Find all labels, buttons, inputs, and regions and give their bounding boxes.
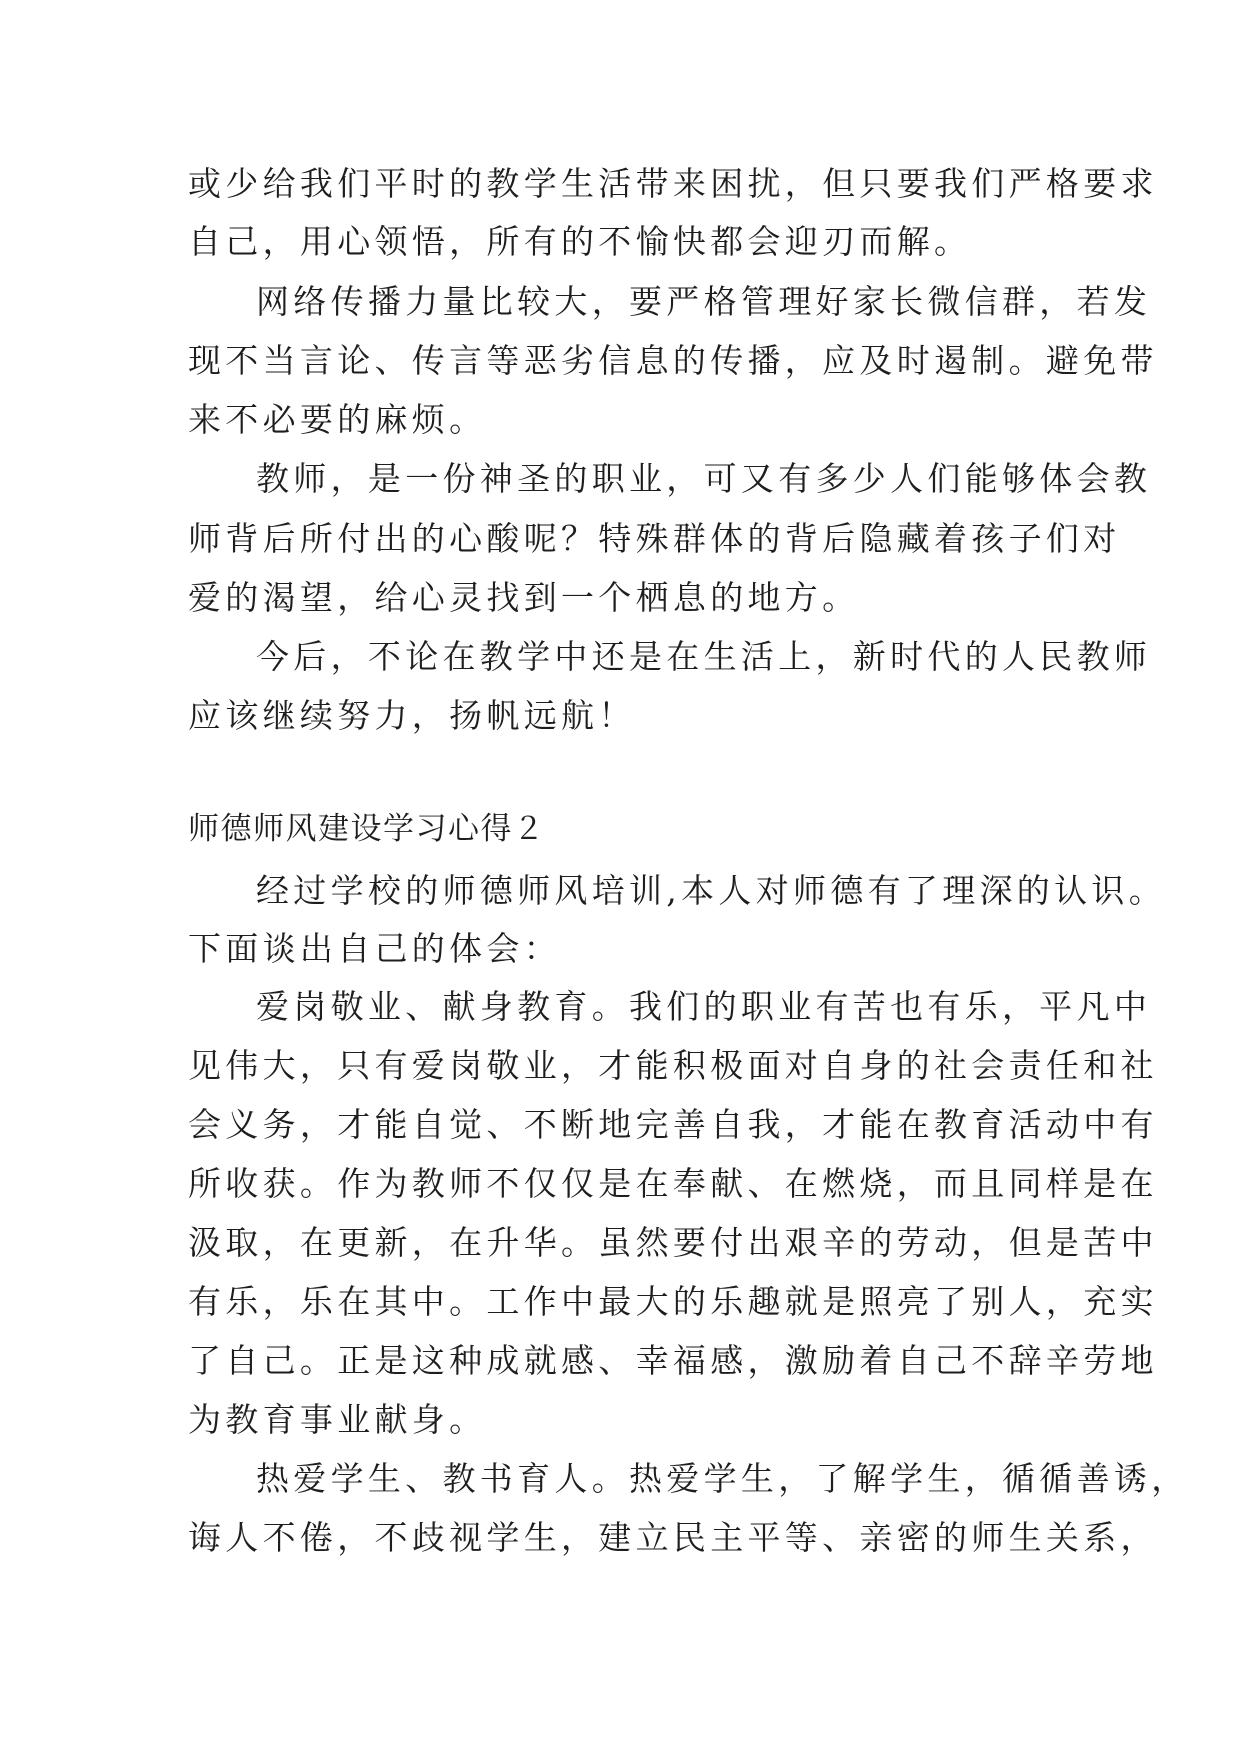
paragraph-3-line-1: 教师，是一份神圣的职业，可又有多少人们能够体会教	[256, 459, 1152, 498]
paragraph-4-line-1: 今后，不论在教学中还是在生活上，新时代的人民教师	[256, 637, 1152, 676]
paragraph-5-line-2: 下面谈出自己的体会：	[188, 929, 561, 968]
paragraph-2-line-2: 现不当言论、传言等恶劣信息的传播，应及时遏制。避免带	[188, 341, 1158, 380]
paragraph-3-line-3: 爱的渴望，给心灵找到一个栖息的地方。	[188, 578, 860, 617]
paragraph-4-line-2: 应该继续努力，扬帆远航！	[188, 696, 636, 735]
paragraph-6-line-1: 爱岗敬业、献身教育。我们的职业有苦也有乐，平凡中	[256, 987, 1152, 1026]
paragraph-7-line-1: 热爱学生、教书育人。热爱学生，了解学生，循循善诱，	[256, 1459, 1189, 1498]
paragraph-6-line-5: 汲取，在更新，在升华。虽然要付出艰辛的劳动，但是苦中	[188, 1223, 1158, 1262]
paragraph-3-line-2: 师背后所付出的心酸呢？特殊群体的背后隐藏着孩子们对	[188, 519, 1121, 558]
paragraph-6-line-2: 见伟大，只有爱岗敬业，才能积极面对自身的社会责任和社	[188, 1046, 1158, 1085]
paragraph-1-line-2: 自己，用心领悟，所有的不愉快都会迎刃而解。	[188, 222, 972, 261]
paragraph-7-line-2: 诲人不倦，不歧视学生，建立民主平等、亲密的师生关系，	[188, 1518, 1158, 1557]
paragraph-6-line-3: 会义务，才能自觉、不断地完善自我，才能在教育活动中有	[188, 1105, 1158, 1144]
paragraph-6-line-7: 了自己。正是这种成就感、幸福感，激励着自己不辞辛劳地	[188, 1341, 1158, 1380]
paragraph-2-line-1: 网络传播力量比较大，要严格管理好家长微信群，若发	[256, 282, 1152, 321]
paragraph-6-line-8: 为教育事业献身。	[188, 1400, 487, 1439]
section-heading: 师德师风建设学习心得２	[188, 811, 546, 847]
paragraph-1-line-1: 或少给我们平时的教学生活带来困扰，但只要我们严格要求	[188, 164, 1158, 203]
paragraph-6-line-4: 所收获。作为教师不仅仅是在奉献、在燃烧，而且同样是在	[188, 1164, 1158, 1203]
paragraph-5-line-1: 经过学校的师德师风培训,本人对师德有了理深的认识。	[256, 871, 1166, 910]
paragraph-2-line-3: 来不必要的麻烦。	[188, 400, 487, 439]
paragraph-6-line-6: 有乐，乐在其中。工作中最大的乐趣就是照亮了别人，充实	[188, 1282, 1158, 1321]
